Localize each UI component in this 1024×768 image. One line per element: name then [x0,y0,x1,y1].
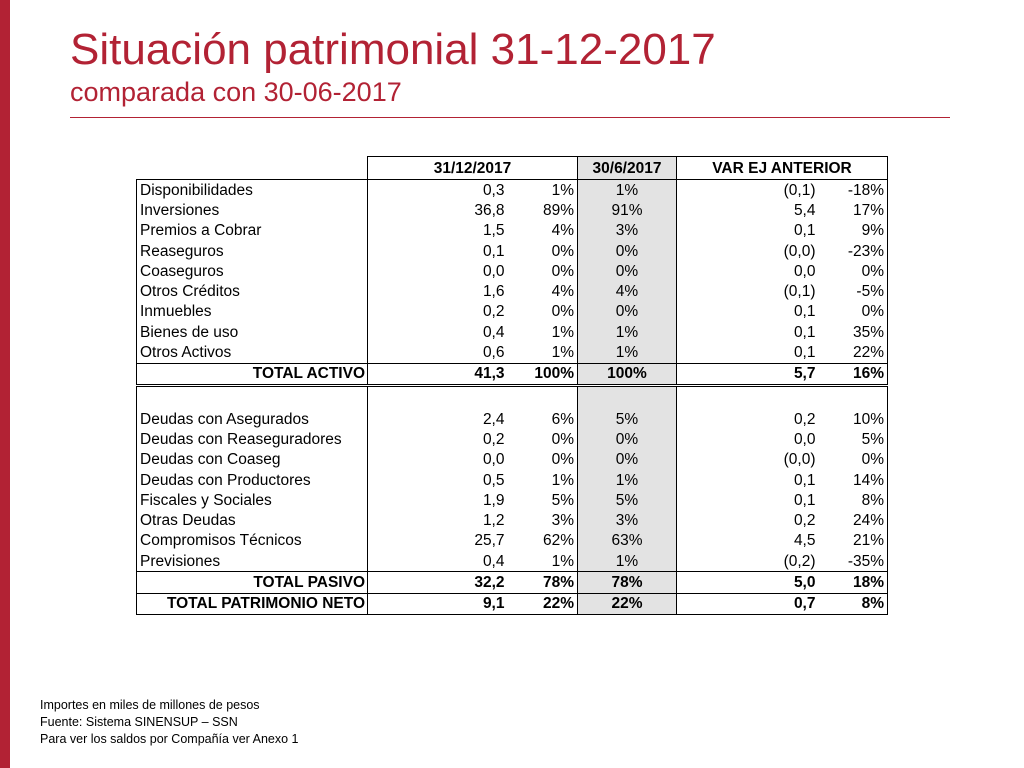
value-current: 0,6 [368,342,508,363]
value-current: 41,3 [368,363,508,385]
title-divider [70,117,950,118]
spacer-cell [578,385,677,409]
percent-previous: 1% [578,322,677,342]
spacer-cell [677,385,819,409]
variation-amount: 0,1 [677,342,819,363]
percent-previous: 1% [578,470,677,490]
left-accent-bar [0,0,10,768]
variation-percent: 8% [819,490,888,510]
variation-percent: 0% [819,302,888,322]
percent-previous: 0% [578,241,677,261]
variation-amount: 0,7 [677,593,819,614]
row-label: Fiscales y Sociales [137,490,368,510]
percent-previous: 91% [578,200,677,220]
value-current: 32,2 [368,572,508,593]
variation-percent: 0% [819,261,888,281]
variation-percent: -35% [819,551,888,572]
variation-amount: (0,2) [677,551,819,572]
table-row [137,180,888,201]
footnote-source: Fuente: Sistema SINENSUP – SSN [40,715,238,729]
row-label: Coaseguros [137,261,368,281]
value-current: 0,4 [368,322,508,342]
row-label: Premios a Cobrar [137,221,368,241]
value-current: 9,1 [368,593,508,614]
percent-previous: 0% [578,450,677,470]
percent-previous: 22% [578,593,677,614]
table-row [137,322,888,342]
table-row [137,241,888,261]
percent-previous: 1% [578,551,677,572]
variation-amount: 0,1 [677,470,819,490]
header-previous-date: 30/6/2017 [578,157,677,180]
footnote-units: Importes en miles de millones de pesos [40,698,260,712]
table-row [137,302,888,322]
row-label: Bienes de uso [137,322,368,342]
percent-previous: 0% [578,302,677,322]
variation-amount: 0,0 [677,261,819,281]
table-body [137,180,888,615]
variation-percent: 17% [819,200,888,220]
percent-current: 1% [508,180,578,201]
variation-amount: 0,2 [677,409,819,429]
row-label: Otros Activos [137,342,368,363]
percent-current: 0% [551,303,574,321]
variation-percent: 35% [819,322,888,342]
page-subtitle: comparada con 30-06-2017 [70,77,402,107]
percent-current: 1% [551,552,574,570]
row-label: TOTAL PASIVO [137,572,368,593]
variation-percent: 14% [819,470,888,490]
value-current: 0,3 [368,180,508,201]
percent-previous: 0% [578,429,677,449]
variation-amount: 0,1 [677,302,819,322]
row-label: Reaseguros [137,241,368,261]
percent-previous: 100% [578,363,677,385]
percent-current: 0% [551,430,574,448]
percent-previous: 1% [578,180,677,201]
value-current: 0,5 [368,470,508,490]
variation-percent: 9% [819,221,888,241]
value-current: 0,0 [368,261,508,281]
variation-amount: (0,0) [677,450,819,470]
variation-amount: 5,0 [677,572,819,593]
page-title: Situación patrimonial 31-12-2017 [70,25,716,74]
variation-percent: 8% [819,593,888,614]
table-row [137,281,888,301]
variation-percent: 24% [819,510,888,530]
variation-amount: (0,1) [677,180,819,201]
value-current: 1,6 [368,281,508,301]
row-label: Inmuebles [137,302,368,322]
table-row [137,450,888,470]
variation-amount: 4,5 [677,531,819,551]
percent-current: 1% [551,344,574,362]
row-label: Otros Créditos [137,281,368,301]
row-label: Previsiones [137,551,368,572]
percent-previous: 63% [578,531,677,551]
table-row [137,551,888,572]
value-current: 0,4 [368,551,508,572]
row-label: Compromisos Técnicos [137,531,368,551]
row-label: Deudas con Asegurados [137,409,368,429]
table-row [137,510,888,530]
value-current: 25,7 [368,531,508,551]
variation-percent: 0% [819,450,888,470]
percent-current: 89% [542,201,574,219]
table-header-row [137,157,888,180]
variation-amount: 5,4 [677,200,819,220]
value-current: 0,2 [368,302,508,322]
percent-previous: 0% [578,261,677,281]
table-row [137,261,888,281]
percent-current: 5% [551,491,574,509]
percent-current: 1% [551,323,574,341]
row-label: Otras Deudas [137,510,368,530]
percent-previous: 5% [578,409,677,429]
table-row [137,490,888,510]
spacer-cell [368,385,508,409]
spacer-cell [508,385,578,409]
row-label: Deudas con Coaseg [137,450,368,470]
variation-amount: 0,1 [677,322,819,342]
percent-previous: 3% [578,221,677,241]
variation-percent: 22% [819,342,888,363]
row-label: Inversiones [137,200,368,220]
row-label: TOTAL ACTIVO [137,363,368,385]
value-current: 36,8 [368,200,508,220]
value-current: 1,2 [368,510,508,530]
table-row [137,470,888,490]
footnotes [40,697,298,748]
percent-previous: 1% [578,342,677,363]
variation-percent: -18% [819,180,888,201]
value-current: 1,5 [368,221,508,241]
variation-amount: 0,2 [677,510,819,530]
row-label: TOTAL PATRIMONIO NETO [137,593,368,614]
percent-current: 4% [551,222,574,240]
variation-amount: 0,1 [677,221,819,241]
percent-current: 0% [551,451,574,469]
percent-current: 0% [551,262,574,280]
value-current: 2,4 [368,409,508,429]
value-current: 1,9 [368,490,508,510]
table-row [137,531,888,551]
variation-percent: 16% [819,363,888,385]
value-current: 0,0 [368,450,508,470]
total-activo-row [137,363,888,385]
spacer-cell [819,385,888,409]
table-row [137,429,888,449]
table-row [137,221,888,241]
row-label: Deudas con Productores [137,470,368,490]
header-current-date: 31/12/2017 [368,157,578,180]
header-variation: VAR EJ ANTERIOR [677,157,888,180]
spacer-cell [137,385,368,409]
table-row [137,200,888,220]
variation-percent: 18% [819,572,888,593]
percent-current: 6% [551,410,574,428]
table-row [137,409,888,429]
percent-previous: 78% [578,572,677,593]
percent-current: 78% [508,572,578,593]
percent-current: 100% [508,363,578,385]
header-blank-cell [137,157,368,180]
variation-amount: 0,1 [677,490,819,510]
percent-current: 1% [551,471,574,489]
variation-percent: 21% [819,531,888,551]
variation-percent: -23% [819,241,888,261]
percent-current: 22% [508,593,578,614]
variation-amount: 0,0 [677,429,819,449]
value-current: 0,1 [368,241,508,261]
percent-previous: 5% [578,490,677,510]
percent-current: 62% [542,532,574,550]
percent-previous: 3% [578,510,677,530]
total-pasivo-row [137,572,888,593]
spacer-row [137,385,888,409]
table-row [137,342,888,363]
percent-current: 3% [551,512,574,530]
variation-amount: (0,0) [677,241,819,261]
variation-percent: 5% [819,429,888,449]
balance-sheet-table [136,156,888,615]
total-patrimonio-row [137,593,888,614]
variation-percent: -5% [819,281,888,301]
variation-amount: (0,1) [677,281,819,301]
percent-current: 4% [551,283,574,301]
value-current: 0,2 [368,429,508,449]
percent-previous: 4% [578,281,677,301]
variation-amount: 5,7 [677,363,819,385]
row-label: Deudas con Reaseguradores [137,429,368,449]
row-label: Disponibilidades [137,180,368,201]
percent-current: 0% [551,242,574,260]
footnote-annex: Para ver los saldos por Compañía ver Anexo 1 [40,732,299,746]
variation-percent: 10% [819,409,888,429]
